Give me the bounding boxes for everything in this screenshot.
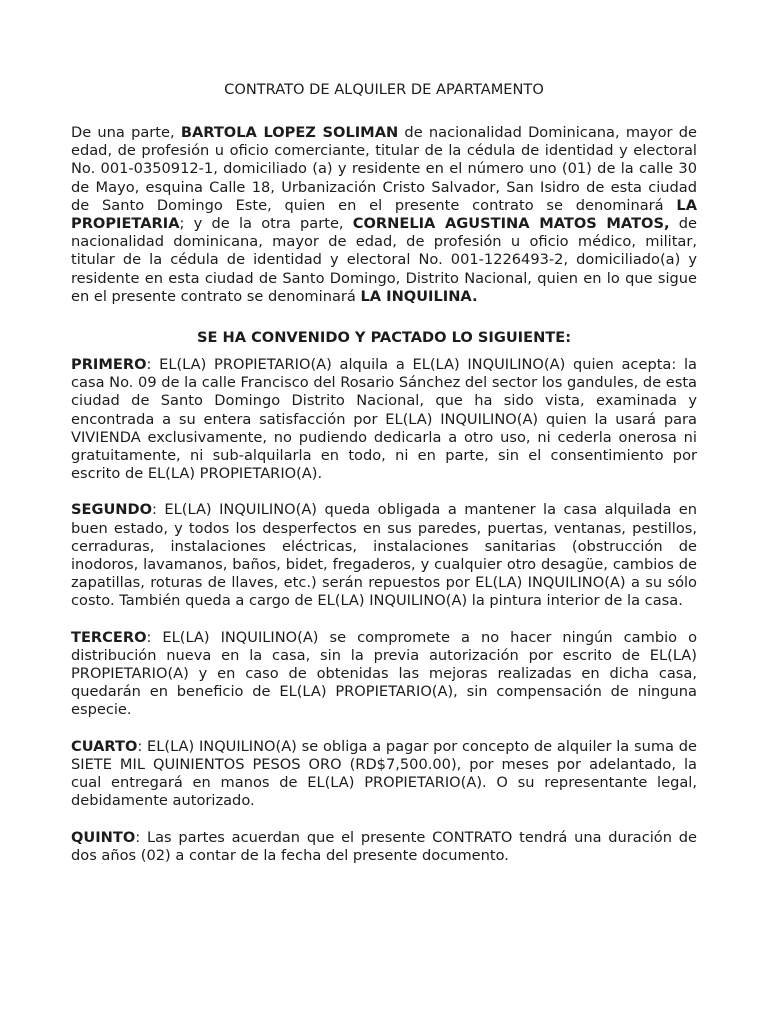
clause-primero xyxy=(71,356,697,483)
landlord-role: LA PROPIETARIA xyxy=(71,196,697,233)
landlord-name: BARTOLA LOPEZ SOLIMAN xyxy=(180,124,399,141)
tenant-name: CORNELIA AGUSTINA MATOS MATOS, xyxy=(352,215,670,233)
intro-text-3: ; y de la otra parte, xyxy=(179,215,353,233)
clause-cuarto xyxy=(71,738,697,811)
clause-heading: CUARTO xyxy=(71,737,138,755)
intro-text-4: de nacionalidad dominicana, mayor de edad, de profesión u oficio médico, militar, titular de la cédula de identidad y electoral No. 001-1226493-2, domiciliado(a) y residente en esta ciudad de Santo Domingo, Distrito Nacional, quien en lo que sigue en el presente contrato se denominará xyxy=(71,215,697,305)
clause-text: : EL(LA) INQUILINO(A) se compromete a no hacer ningún cambio o distribución nueva en la casa, sin la previa autorización por escrito de EL(LA) PROPIETARIO(A) y en caso de obtenidas las mejoras realizadas en dicha casa, quedarán en beneficio de EL(LA) PROPIETARIO(A), sin compensación de ninguna especie. xyxy=(71,628,697,719)
clause-text: : EL(LA) INQUILINO(A) se obliga a pagar por concepto de alquiler la suma de SIETE MIL QUINIENTOS PESOS ORO (RD$7,500.00), por meses por adelantado, la cual entregará en manos de EL(LA) PROPIETARIO(A). O su representante legal, debidamente autorizado. xyxy=(71,737,697,810)
clause-heading: TERCERO xyxy=(71,628,147,646)
clause-tercero xyxy=(71,629,697,720)
clause-heading: PRIMERO xyxy=(71,356,147,374)
intro-text-1: De una parte, xyxy=(71,124,181,141)
intro-paragraph xyxy=(71,124,697,306)
clause-heading: SEGUNDO xyxy=(71,501,153,519)
document-page xyxy=(71,80,697,883)
intro-text-2: de nacionalidad Dominicana, mayor de edad, de profesión u oficio comerciante, titular de la cédula de identidad y electoral No. 001-0350912-1, domiciliado (a) y residente en el número uno (01) de la calle 30 de Mayo, esquina Calle 18, Urbanización Cristo Salvador, San Isidro de esta ciudad de Santo Domingo Este, quien en el presente contrato se denominará xyxy=(71,124,697,214)
clause-quinto xyxy=(71,829,697,865)
clause-heading: QUINTO xyxy=(71,828,136,846)
agreement-heading: SE HA CONVENIDO Y PACTADO LO SIGUIENTE: xyxy=(196,329,572,347)
clause-segundo xyxy=(71,501,697,610)
clause-text: : EL(LA) PROPIETARIO(A) alquila a EL(LA) INQUILINO(A) quien acepta: la casa No. 09 de la calle Francisco del Rosario Sánchez del sector los gandules, de esta ciudad de Santo Domingo Distrito Nacional, que ha sido vista, examinada y encontrada a su entera satisfacción por EL(LA) INQUILINO(A) quien la usará para VIVIENDA exclusivamente, no pudiendo dedicarla a otro uso, ni cederla onerosa ni gratuitamente, ni sub-alquilarla en todo, ni en parte, sin el consentimiento por escrito de EL(LA) PROPIETARIO(A). xyxy=(71,356,697,483)
clause-text: : Las partes acuerdan que el presente CONTRATO tendrá una duración de dos años (02) a contar de la fecha del presente documento. xyxy=(71,828,697,864)
tenant-role: LA INQUILINA. xyxy=(360,287,478,305)
document-title: CONTRATO DE ALQUILER DE APARTAMENTO xyxy=(224,81,544,98)
clause-text: : EL(LA) INQUILINO(A) queda obligada a mantener la casa alquilada en buen estado, y todos los desperfectos en sus paredes, puertas, ventanas, pestillos, cerraduras, instalaciones eléctricas, instalaciones sanitarias (obstrucción de inodoros, lavamanos, baños, bidet, fregaderos, y cualquier otro desagüe, cambios de zapatillas, roturas de llaves, etc.) serán repuestos por EL(LA) INQUILINO(A) a su sólo costo. También queda a cargo de EL(LA) INQUILINO(A) la pintura interior de la casa. xyxy=(71,501,697,610)
